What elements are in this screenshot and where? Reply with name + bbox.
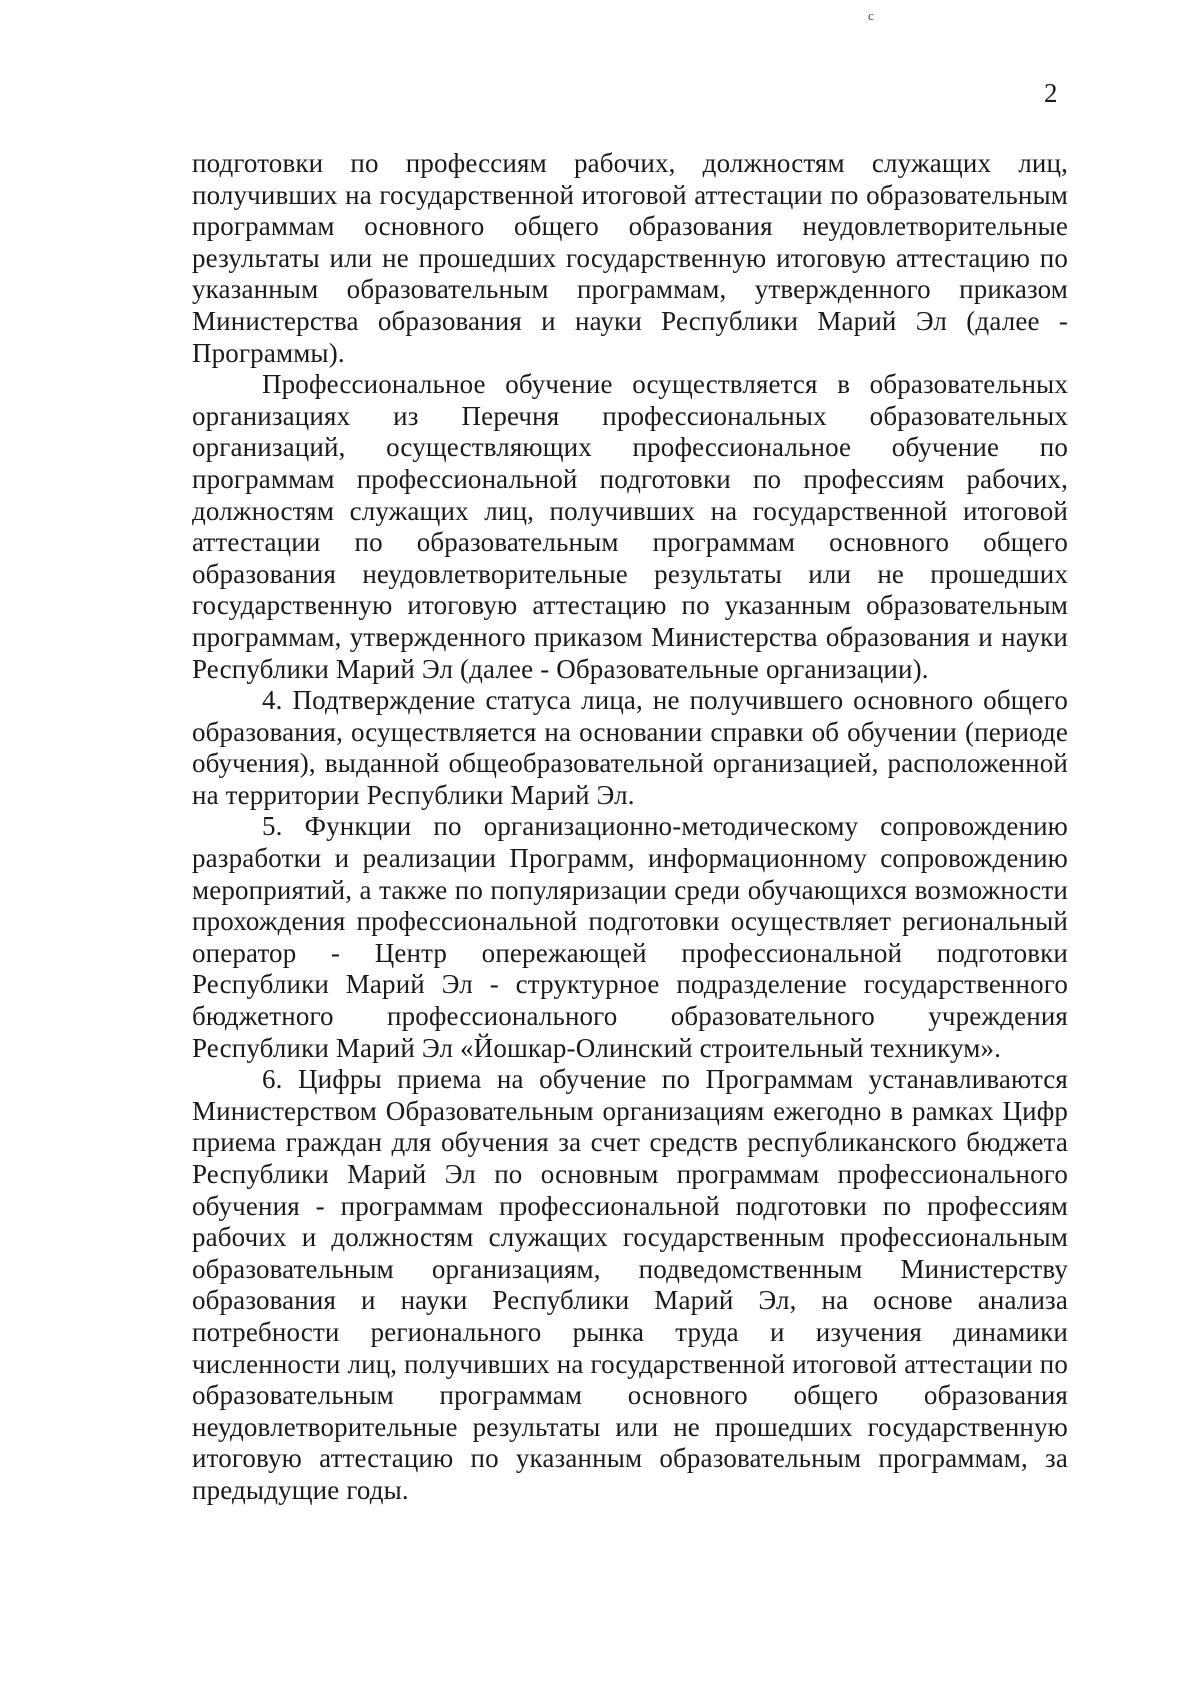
paragraph-item-5: 5. Функции по организационно-методическому сопровождению разработки и реализации Программ, информационному сопровождению мероприятий, а также по популяризации среди обучающихся возможности прохождения профессиональной подготовки осуществляет региональный оператор - Центр опережающей профессиональной подготовки Республики Марий Эл - структурное подразделение государственного бюджетного профессионального образовательного учреждения Республики Марий Эл «Йошкар-Олинский строительный техникум». bbox=[192, 811, 1068, 1063]
paragraph-continuation: подготовки по профессиям рабочих, должностям служащих лиц, получивших на государственной итоговой аттестации по образовательным программам основного общего образования неудовлетворительные результаты или не прошедших государственную итоговую аттестацию по указанным образовательным программам, утвержденного приказом Министерства образования и науки Республики Марий Эл (далее - Программы). bbox=[192, 148, 1068, 368]
paragraph-professional-training: Профессиональное обучение осуществляется в образовательных организациях из Перечня профессиональных образовательных организаций, осуществляющих профессиональное обучение по программам профессиональной подготовки по профессиям рабочих, должностям служащих лиц, получивших на государственной итоговой аттестации по образовательным программам основного общего образования неудовлетворительные результаты или не прошедших государственную итоговую аттестацию по указанным образовательным программам, утвержденного приказом Министерства образования и науки Республики Марий Эл (далее - Образовательные организации). bbox=[192, 369, 1068, 684]
document-body bbox=[192, 148, 1068, 1507]
scan-mark: c bbox=[868, 8, 874, 23]
paragraph-item-6: 6. Цифры приема на обучение по Программам устанавливаются Министерством Образовательным организациям ежегодно в рамках Цифр приема граждан для обучения за счет средств республиканского бюджета Республики Марий Эл по основным программам профессионального обучения - программам профессиональной подготовки по профессиям рабочих и должностям служащих государственным профессиональным образовательным организациям, подведомственным Министерству образования и науки Республики Марий Эл, на основе анализа потребности регионального рынка труда и изучения динамики численности лиц, получивших на государственной итоговой аттестации по образовательным программам основного общего образования неудовлетворительные результаты или не прошедших государственную итоговую аттестацию по указанным образовательным программам, за предыдущие годы. bbox=[192, 1064, 1068, 1505]
paragraph-item-4: 4. Подтверждение статуса лица, не получившего основного общего образования, осуществляется на основании справки об обучении (периоде обучения), выданной общеобразовательной организацией, расположенной на территории Республики Марий Эл. bbox=[192, 685, 1068, 810]
page-number: 2 bbox=[1044, 78, 1058, 108]
